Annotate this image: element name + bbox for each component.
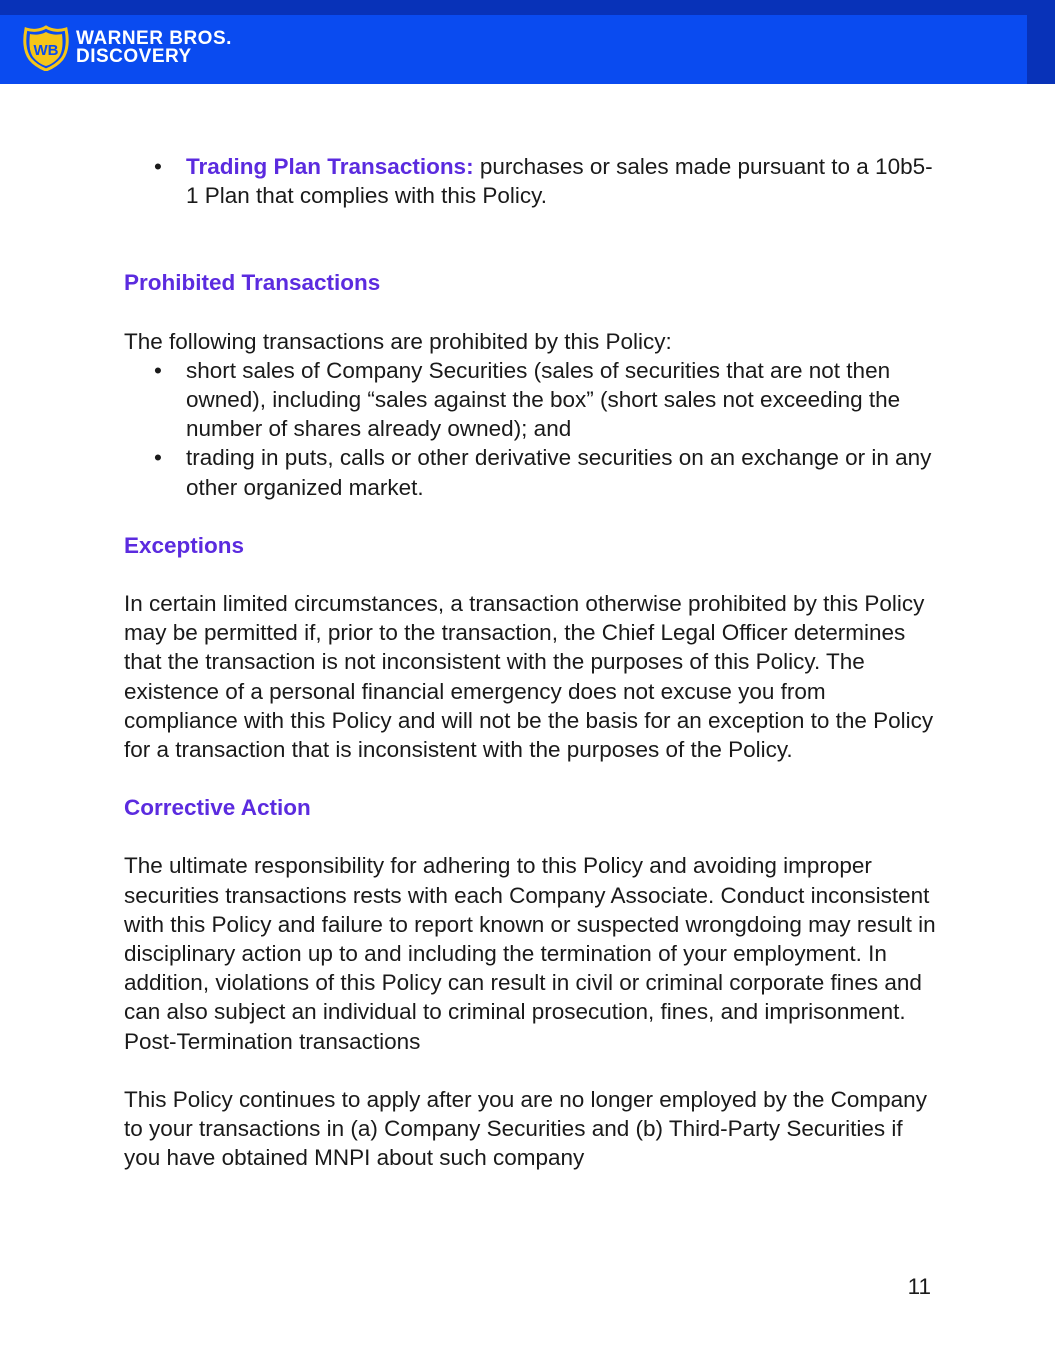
post-termination-label: Post-Termination transactions xyxy=(124,1028,421,1054)
section-heading-prohibited: Prohibited Transactions xyxy=(124,270,381,296)
prohibited-item-text: short sales of Company Securities (sales of securities that are not then owned), including “sales against the box” (short sales not exceeding the number of shares already owned); and xyxy=(186,357,901,442)
corrective-text: The ultimate responsibility for adhering to this Policy and avoiding improper securities transactions rests with each Company Associate. Conduct inconsistent with this Policy and failure to report known or suspected wrongdoing may result in disciplinary action up to and including the termination of your employment. In addition, violations of this Policy can result in civil or criminal corporate fines and can also subject an individual to criminal prosecution, fines, and imprisonment. xyxy=(124,853,936,1025)
brand-line-2: DISCOVERY xyxy=(76,46,192,67)
section-heading-exceptions: Exceptions xyxy=(124,532,245,558)
svg-text:WB: WB xyxy=(33,42,59,59)
prohibited-item-text: trading in puts, calls or other derivative securities on an exchange or in any other organized market. xyxy=(186,445,932,500)
list-item xyxy=(124,443,944,501)
header-bar xyxy=(0,0,1055,84)
bullet-icon: • xyxy=(154,154,162,179)
section-heading-corrective: Corrective Action xyxy=(124,795,311,821)
brand-wordmark xyxy=(76,30,232,66)
trading-plan-list xyxy=(124,152,944,210)
trading-plan-text: purchases or sales made pursuant to a 10b5-1 Plan that complies with this Policy. xyxy=(186,154,933,209)
bullet-icon: • xyxy=(154,445,162,471)
prohibited-list xyxy=(124,356,944,502)
list-item xyxy=(124,152,944,210)
bullet-icon: • xyxy=(154,357,162,383)
post-termination-text: This Policy continues to apply after you are no longer employed by the Company to your transactions in (a) Company Securities and (b) Third-Party Securities if you have obtained MNPI about such company xyxy=(124,1086,927,1171)
document-body xyxy=(124,152,944,1172)
exceptions-text: In certain limited circumstances, a transaction otherwise prohibited by this Policy may be permitted if, prior to the transaction, the Chief Legal Officer determines that the transaction is not inconsistent with the purposes of this Policy. The existence of a personal financial emergency does not excuse you from compliance with this Policy and will not be the basis for an exception to the Policy for a transaction that is inconsistent with the purposes of the Policy. xyxy=(124,591,934,763)
brand-logo xyxy=(22,25,232,71)
wb-shield-icon xyxy=(22,25,70,71)
list-item xyxy=(124,356,944,444)
prohibited-intro: The following transactions are prohibited by this Policy: xyxy=(124,328,672,354)
trading-plan-lead: Trading Plan Transactions: xyxy=(186,154,474,179)
brand-line-1: WARNER BROS. xyxy=(76,28,232,49)
page-number: 11 xyxy=(907,1274,931,1299)
